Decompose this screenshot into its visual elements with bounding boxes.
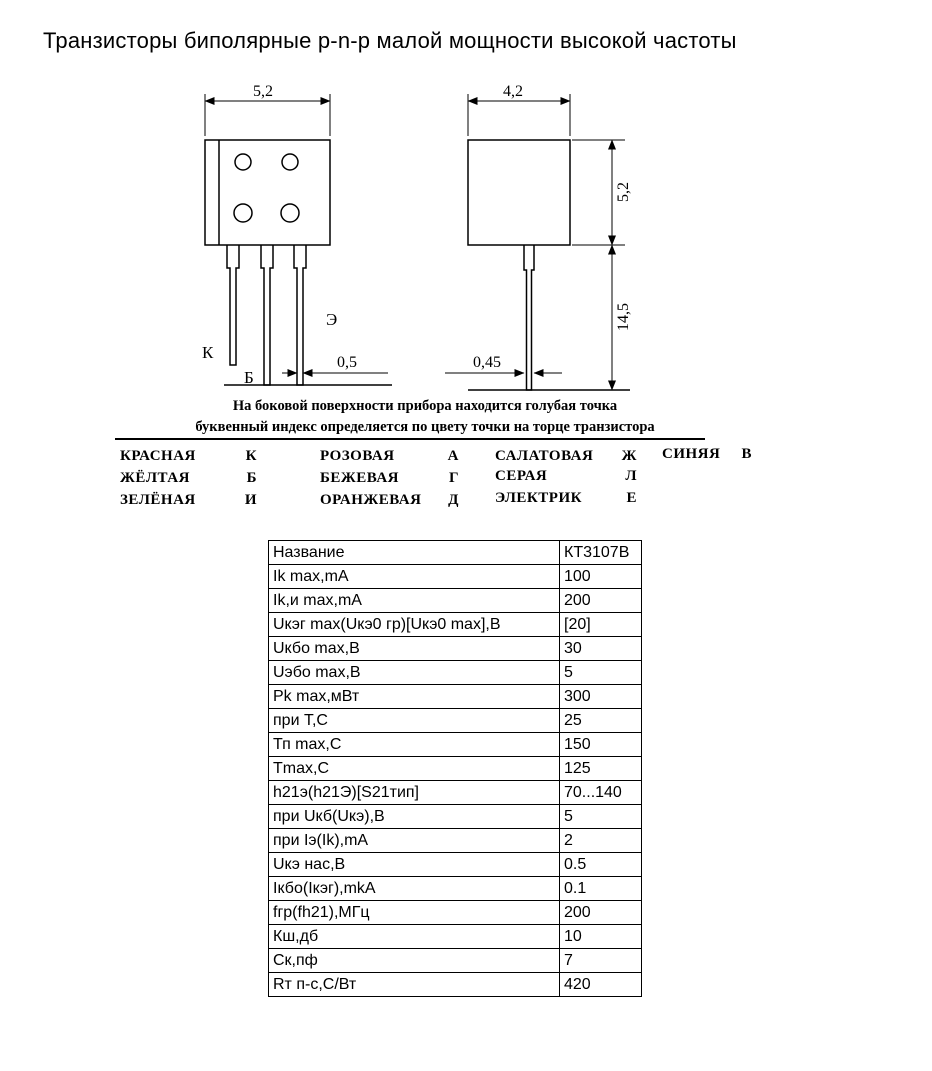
collector-lead bbox=[227, 245, 239, 365]
param-row bbox=[269, 949, 642, 973]
color-code-entry bbox=[120, 470, 257, 487]
front-lead-width-dim-label: 0,5 bbox=[337, 354, 357, 371]
param-name-cell: Uкэ нас,В bbox=[269, 853, 560, 877]
color-name: ЖЁЛТАЯ bbox=[120, 470, 190, 486]
param-name-cell: Uкбо max,В bbox=[269, 637, 560, 661]
param-name-cell: Tmax,С bbox=[269, 757, 560, 781]
front-view-hole bbox=[234, 204, 252, 222]
color-code-entry bbox=[495, 468, 637, 485]
param-value-cell: 300 bbox=[560, 685, 642, 709]
param-value-cell: 100 bbox=[560, 565, 642, 589]
color-name: СИНЯЯ bbox=[662, 446, 721, 462]
param-value-cell: 0.5 bbox=[560, 853, 642, 877]
base-lead bbox=[261, 245, 273, 385]
parameter-table bbox=[268, 540, 642, 997]
param-name-cell: Ik,и max,mA bbox=[269, 589, 560, 613]
color-letter: Г bbox=[448, 470, 459, 486]
param-name-cell: Uэбо max,В bbox=[269, 661, 560, 685]
param-row bbox=[269, 709, 642, 733]
param-value-cell: 7 bbox=[560, 949, 642, 973]
note-divider bbox=[115, 438, 705, 440]
package-drawing bbox=[0, 80, 932, 415]
color-name: РОЗОВАЯ bbox=[320, 448, 395, 464]
param-row bbox=[269, 637, 642, 661]
param-value-cell: 125 bbox=[560, 757, 642, 781]
param-value-cell: 25 bbox=[560, 709, 642, 733]
side-height-dim-label: 5,2 bbox=[615, 182, 632, 202]
pin-label-base: Б bbox=[244, 368, 254, 387]
param-value-cell: 30 bbox=[560, 637, 642, 661]
param-value-cell: КТ3107В bbox=[560, 541, 642, 565]
param-value-cell: 200 bbox=[560, 901, 642, 925]
param-row bbox=[269, 757, 642, 781]
param-row bbox=[269, 925, 642, 949]
front-view-hole bbox=[282, 154, 298, 170]
lead-length-dim-label: 14,5 bbox=[615, 303, 632, 331]
param-name-cell: Ск,пф bbox=[269, 949, 560, 973]
param-name-cell: при Iэ(Ik),mA bbox=[269, 829, 560, 853]
param-value-cell: 10 bbox=[560, 925, 642, 949]
side-lead-width-dim-label: 0,45 bbox=[473, 354, 501, 371]
param-name-cell: Uкэг max(Uкэ0 гр)[Uкэ0 max],В bbox=[269, 613, 560, 637]
param-value-cell: 5 bbox=[560, 661, 642, 685]
front-view-hole bbox=[235, 154, 251, 170]
color-name: САЛАТОВАЯ bbox=[495, 448, 594, 464]
color-code-entry bbox=[320, 492, 459, 509]
color-code-entry bbox=[320, 448, 459, 465]
color-name: БЕЖЕВАЯ bbox=[320, 470, 399, 486]
param-value-cell: 2 bbox=[560, 829, 642, 853]
front-view bbox=[205, 140, 392, 385]
color-code-entry bbox=[120, 448, 257, 465]
param-value-cell: 200 bbox=[560, 589, 642, 613]
param-row bbox=[269, 733, 642, 757]
color-letter: Ж bbox=[621, 448, 637, 464]
pin-label-collector: К bbox=[202, 343, 214, 362]
param-row bbox=[269, 613, 642, 637]
color-letter: Е bbox=[626, 490, 637, 506]
param-value-cell: 420 bbox=[560, 973, 642, 997]
param-row bbox=[269, 829, 642, 853]
color-letter: Б bbox=[246, 470, 257, 486]
param-row bbox=[269, 541, 642, 565]
color-code-entry bbox=[495, 448, 637, 465]
param-row bbox=[269, 781, 642, 805]
param-name-cell: Тп max,С bbox=[269, 733, 560, 757]
front-width-dim-label: 5,2 bbox=[253, 83, 273, 100]
note-line-2: буквенный индекс определяется по цвету точки на торце транзистора bbox=[195, 419, 655, 435]
color-letter: В bbox=[741, 446, 752, 462]
param-value-cell: [20] bbox=[560, 613, 642, 637]
side-view-body bbox=[468, 140, 570, 245]
param-value-cell: 5 bbox=[560, 805, 642, 829]
color-name: ЭЛЕКТРИК bbox=[495, 490, 582, 506]
color-code-entry bbox=[320, 470, 459, 487]
param-value-cell: 150 bbox=[560, 733, 642, 757]
color-code-entry bbox=[495, 490, 637, 507]
param-row bbox=[269, 661, 642, 685]
param-row bbox=[269, 853, 642, 877]
param-name-cell: fгр(fh21),МГц bbox=[269, 901, 560, 925]
emitter-lead bbox=[294, 245, 306, 385]
color-name: СЕРАЯ bbox=[495, 468, 548, 484]
color-letter: А bbox=[447, 448, 459, 464]
front-view-hole bbox=[281, 204, 299, 222]
color-name: ОРАНЖЕВАЯ bbox=[320, 492, 422, 508]
pin-label-emitter: Э bbox=[326, 310, 338, 329]
param-name-cell: Кш,дб bbox=[269, 925, 560, 949]
color-code-entry bbox=[120, 492, 257, 509]
param-name-cell: Rт п-с,С/Вт bbox=[269, 973, 560, 997]
param-name-cell: Iкбо(Iкэг),mkA bbox=[269, 877, 560, 901]
front-view-body bbox=[205, 140, 330, 245]
param-row bbox=[269, 973, 642, 997]
param-row bbox=[269, 685, 642, 709]
param-row bbox=[269, 565, 642, 589]
param-value-cell: 70...140 bbox=[560, 781, 642, 805]
param-row bbox=[269, 805, 642, 829]
color-code-entry bbox=[662, 446, 752, 463]
param-row bbox=[269, 901, 642, 925]
dimension-lines bbox=[205, 94, 625, 390]
color-letter: Л bbox=[625, 468, 637, 484]
param-name-cell: при Uкб(Uкэ),В bbox=[269, 805, 560, 829]
param-name-cell: при Т,С bbox=[269, 709, 560, 733]
side-view-lead bbox=[524, 245, 534, 390]
param-name-cell: Ik max,mA bbox=[269, 565, 560, 589]
page-title: Транзисторы биполярные p-n-p малой мощности высокой частоты bbox=[43, 28, 737, 53]
color-letter: К bbox=[245, 448, 257, 464]
param-value-cell: 0.1 bbox=[560, 877, 642, 901]
param-row bbox=[269, 877, 642, 901]
param-name-cell: Pk max,мВт bbox=[269, 685, 560, 709]
param-name-cell: Название bbox=[269, 541, 560, 565]
color-letter: И bbox=[244, 492, 257, 508]
param-name-cell: h21э(h21Э)[S21тип] bbox=[269, 781, 560, 805]
side-view bbox=[468, 140, 630, 390]
side-width-dim-label: 4,2 bbox=[503, 83, 523, 100]
note-line-1: На боковой поверхности прибора находится голубая точка bbox=[232, 398, 618, 414]
color-letter: Д bbox=[448, 492, 459, 508]
color-name: КРАСНАЯ bbox=[120, 448, 196, 464]
param-row bbox=[269, 589, 642, 613]
color-name: ЗЕЛЁНАЯ bbox=[120, 492, 196, 508]
